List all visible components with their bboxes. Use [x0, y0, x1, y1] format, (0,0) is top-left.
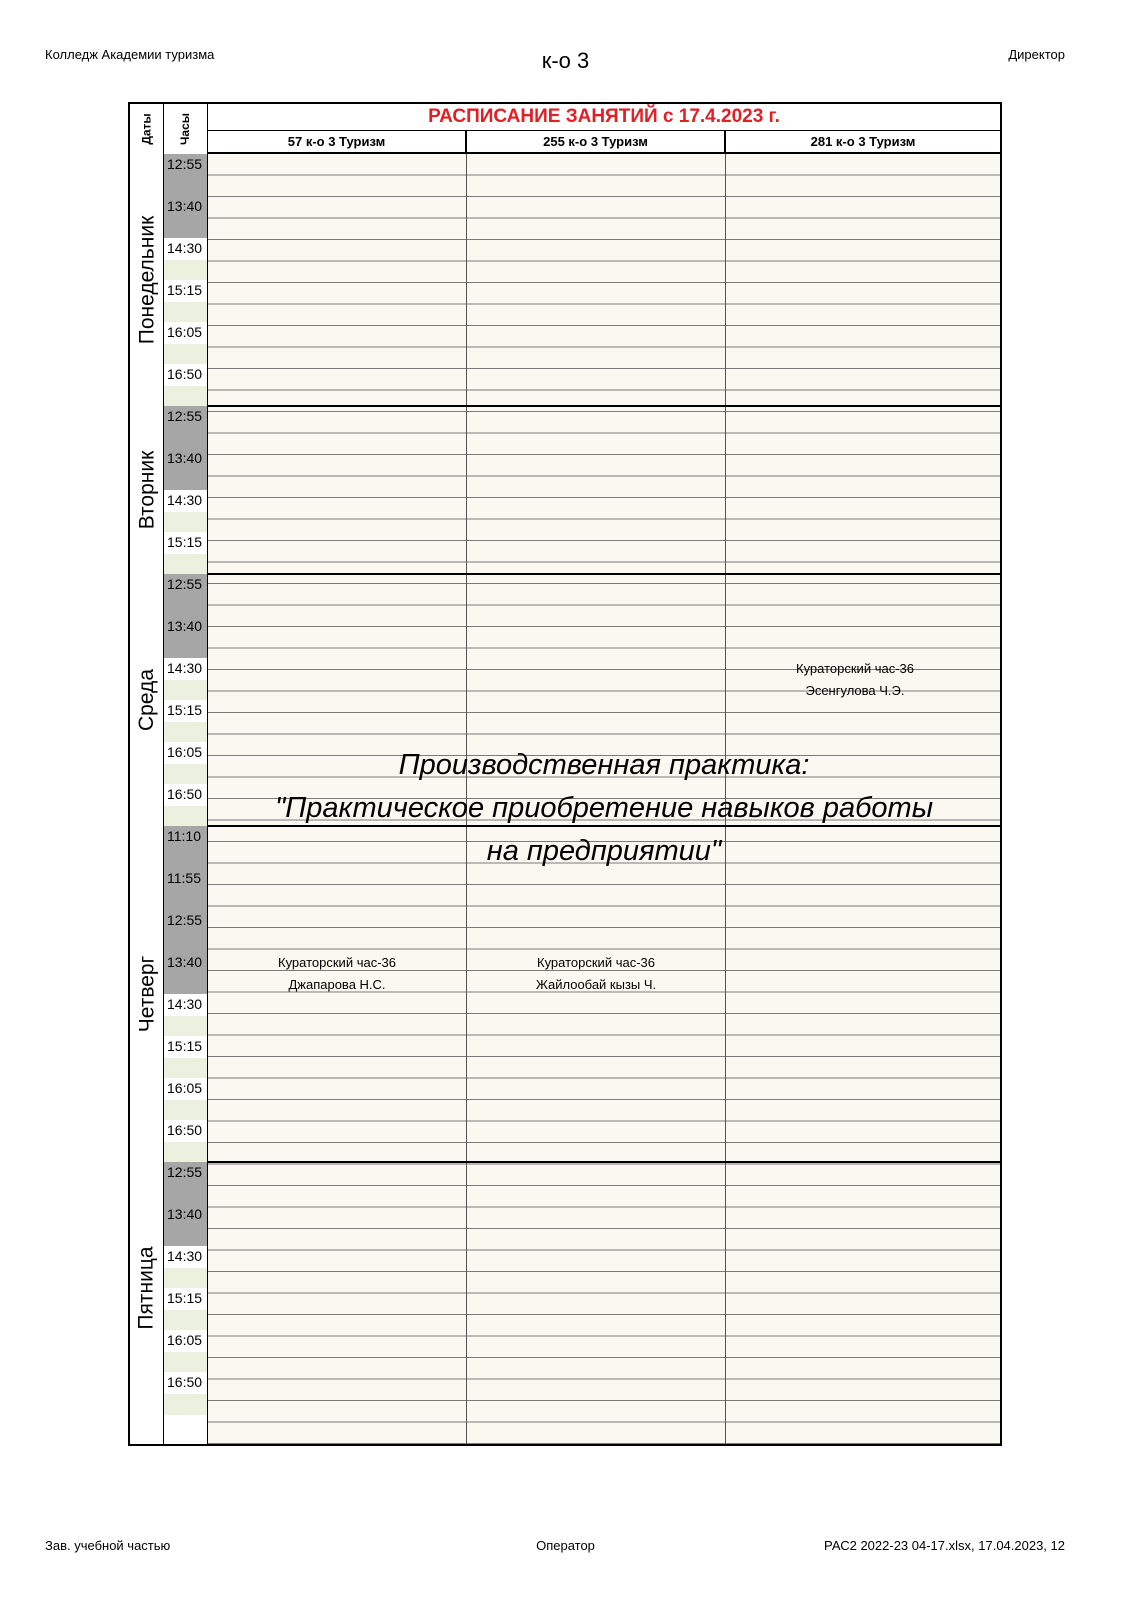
- wed-281-subject: Кураторский час-36: [796, 661, 914, 676]
- time-slot: [164, 1036, 207, 1079]
- time-slot: [164, 1372, 207, 1415]
- time-slot: [164, 1330, 207, 1373]
- day-thursday: Четверг: [135, 955, 159, 1033]
- time-slot-label: 15:15: [164, 1036, 207, 1058]
- time-slot-label: 14:30: [164, 658, 207, 680]
- thu-255-subject: Кураторский час-36: [537, 955, 655, 970]
- time-slot: [164, 238, 207, 281]
- day-tuesday: Вторник: [135, 450, 159, 530]
- day-separator: [208, 573, 1000, 575]
- time-slot-label: 13:40: [164, 616, 207, 638]
- time-slot-label: 12:55: [164, 574, 207, 596]
- time-slot-label: 13:40: [164, 196, 207, 218]
- time-slot-label: 13:40: [164, 448, 207, 470]
- time-slot-label: 16:50: [164, 1120, 207, 1142]
- footer-operator: Оператор: [536, 1538, 595, 1553]
- time-slot: [164, 1246, 207, 1289]
- time-slot-label: 15:15: [164, 280, 207, 302]
- day-column: [130, 154, 164, 1444]
- time-slot-label: 14:30: [164, 994, 207, 1016]
- time-slot: [164, 868, 207, 911]
- thu-57-subject: Кураторский час-36: [278, 955, 396, 970]
- practice-notice: [208, 744, 1000, 873]
- time-slot-label: 16:05: [164, 742, 207, 764]
- time-slot: [164, 364, 207, 407]
- time-slot-label: 13:40: [164, 1204, 207, 1226]
- dates-header: Даты: [130, 104, 164, 154]
- time-slot-label: 16:50: [164, 1372, 207, 1394]
- time-slot: [164, 280, 207, 323]
- day-monday: Понедельник: [135, 215, 159, 345]
- time-slot: [164, 154, 207, 197]
- thu-255-teacher: Жайлообай кызы Ч.: [535, 976, 657, 992]
- time-slot-label: 15:15: [164, 1288, 207, 1310]
- footer-file-info: РАС2 2022-23 04-17.xlsx, 17.04.2023, 12: [824, 1538, 1065, 1553]
- time-slot: [164, 1078, 207, 1121]
- time-slot: [164, 910, 207, 953]
- time-slot-label: 11:55: [164, 868, 207, 890]
- time-slot-label: 16:50: [164, 784, 207, 806]
- time-slot: [164, 658, 207, 701]
- time-slot-label: 12:55: [164, 406, 207, 428]
- group-header-57: 57 к-о 3 Туризм: [208, 130, 467, 154]
- time-slot-label: 11:10: [164, 826, 207, 848]
- time-slot: [164, 322, 207, 365]
- course-title: к-о 3: [541, 48, 590, 73]
- time-slot-label: 16:05: [164, 322, 207, 344]
- time-slot: [164, 196, 207, 239]
- time-slot-label: 12:55: [164, 910, 207, 932]
- wed-281-teacher: Эсенгулова Ч.Э.: [805, 682, 905, 698]
- time-slot: [164, 1162, 207, 1205]
- director-label: Директор: [1008, 47, 1065, 62]
- time-slot: [164, 616, 207, 659]
- time-slot-label: 14:30: [164, 238, 207, 260]
- time-slot: [164, 742, 207, 785]
- hours-header: Часы: [164, 104, 208, 154]
- college-name: Колледж Академии туризма: [45, 47, 215, 62]
- group-header-281: 281 к-о 3 Туризм: [726, 130, 1000, 154]
- time-slot-label: 16:05: [164, 1330, 207, 1352]
- time-slot: [164, 1288, 207, 1331]
- time-slot-label: 13:40: [164, 952, 207, 974]
- day-wednesday: Среда: [135, 669, 158, 731]
- time-slot: [164, 448, 207, 491]
- hours-column: [164, 154, 208, 1444]
- schedule-title: РАСПИСАНИЕ ЗАНЯТИЙ с 17.4.2023 г.: [208, 104, 1000, 131]
- group-header-255: 255 к-о 3 Туризм: [467, 130, 726, 154]
- practice-line-1: Производственная практика:: [398, 749, 810, 781]
- practice-line-2: "Практическое приобретение навыков работы: [274, 792, 934, 824]
- time-slot: [164, 406, 207, 449]
- time-slot-label: 12:55: [164, 1162, 207, 1184]
- thu-57-teacher: Джапарова Н.С.: [288, 976, 386, 992]
- time-slot-label: 14:30: [164, 490, 207, 512]
- time-slot: [164, 784, 207, 827]
- time-slot-label: 15:15: [164, 700, 207, 722]
- time-slot-label: 12:55: [164, 154, 207, 176]
- time-slot: [164, 532, 207, 575]
- time-slot: [164, 994, 207, 1037]
- time-slot: [164, 952, 207, 995]
- time-slot: [164, 574, 207, 617]
- practice-line-3: на предприятии": [486, 835, 722, 867]
- time-slot: [164, 1120, 207, 1163]
- day-separator: [208, 1161, 1000, 1163]
- time-slot: [164, 700, 207, 743]
- day-friday: Пятница: [135, 1246, 158, 1330]
- schedule-table: [128, 102, 1002, 1446]
- time-slot: [164, 826, 207, 869]
- day-separator: [208, 405, 1000, 407]
- time-slot-label: 15:15: [164, 532, 207, 554]
- time-slot-label: 14:30: [164, 1246, 207, 1268]
- time-slot: [164, 1204, 207, 1247]
- time-slot-label: 16:50: [164, 364, 207, 386]
- time-slot: [164, 490, 207, 533]
- time-slot-label: 16:05: [164, 1078, 207, 1100]
- footer-academic-head: Зав. учебной частью: [45, 1538, 171, 1553]
